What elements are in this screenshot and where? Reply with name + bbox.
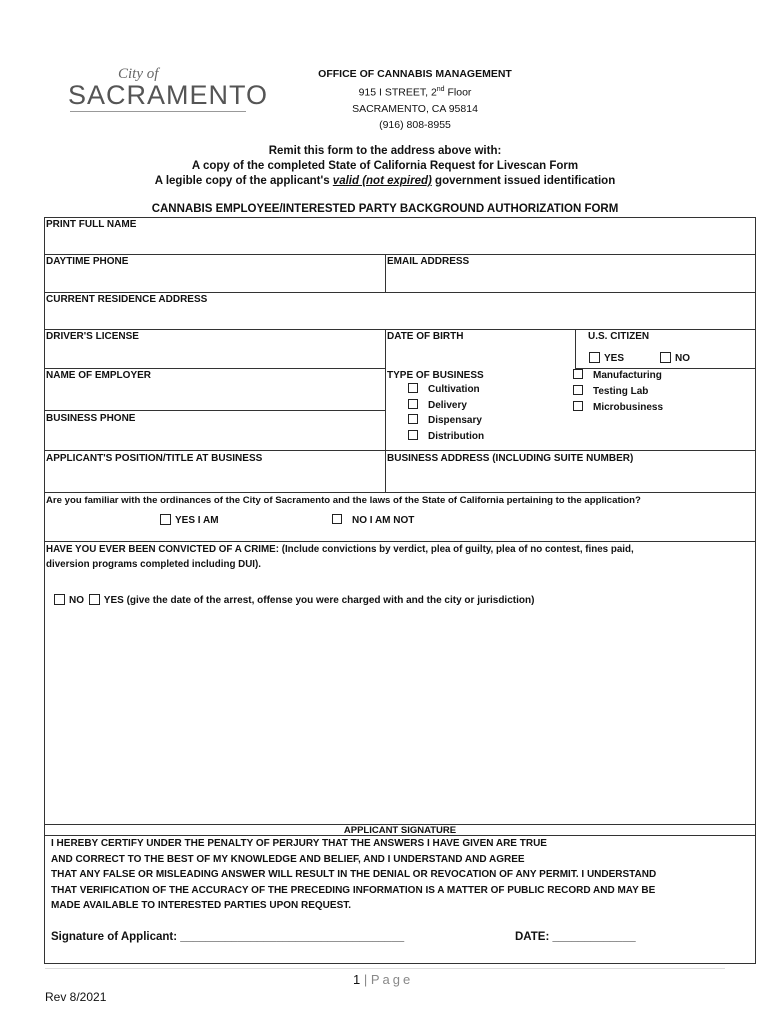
certification-line: THAT VERIFICATION OF THE ACCURACY OF THE PRECEDING INFORMATION IS A MATTER OF PUBLIC RECORD AND MAY BE: [51, 884, 656, 896]
crime-yes-option[interactable]: [89, 595, 535, 606]
logo-city-of: City of: [118, 66, 159, 82]
certification-line: AND CORRECT TO THE BEST OF MY KNOWLEDGE AND BELIEF, AND I UNDERSTAND AND AGREE: [51, 853, 525, 865]
business-type-label: Microbusiness: [593, 402, 664, 413]
form-title: CANNABIS EMPLOYEE/INTERESTED PARTY BACKGROUND AUTHORIZATION FORM: [151, 203, 619, 215]
checkbox[interactable]: [408, 414, 418, 424]
crime-yes-label: YES (give the date of the arrest, offense you were charged with and the city or jurisdiction): [103, 595, 535, 607]
checkbox[interactable]: [54, 594, 65, 605]
office-street: [300, 82, 530, 101]
certification-text: [51, 836, 656, 914]
label-business-phone: BUSINESS PHONE: [46, 413, 136, 424]
logo-underline: [70, 111, 246, 112]
familiar-question: Are you familiar with the ordinances of the City of Sacramento and the laws of the State of California pertaining to the application?: [46, 495, 641, 506]
familiar-yes-label: YES I AM: [175, 515, 219, 527]
row-line-1: [44, 254, 756, 255]
crime-question-line-1: HAVE YOU EVER BEEN CONVICTED OF A CRIME: (Include convictions by verdict, plea of guilty, plea of no contest, fines paid,: [46, 544, 634, 555]
form-bottom-border: [44, 963, 756, 964]
business-type-distribution[interactable]: [408, 431, 484, 442]
crime-question-line-2: diversion programs completed including DUI).: [46, 559, 262, 570]
row-line-7: [44, 492, 756, 493]
col-line-email: [385, 254, 386, 292]
row-line-6: [44, 450, 756, 451]
label-type-of-business: TYPE OF BUSINESS: [387, 370, 484, 381]
business-type-label: Cultivation: [428, 384, 480, 395]
business-type-label: Manufacturing: [593, 370, 662, 381]
certification-line: I HEREBY CERTIFY UNDER THE PENALTY OF PERJURY THAT THE ANSWERS I HAVE GIVEN ARE TRUE: [51, 838, 547, 849]
label-employer: NAME OF EMPLOYER: [46, 370, 152, 381]
citizen-no-option[interactable]: [660, 353, 690, 364]
label-residence: CURRENT RESIDENCE ADDRESS: [46, 294, 208, 305]
remit-line-1: Remit this form to the address above with:: [268, 145, 502, 157]
label-full-name: PRINT FULL NAME: [46, 219, 137, 230]
checkbox[interactable]: [332, 514, 342, 524]
date-field[interactable]: DATE: _____________: [515, 931, 636, 943]
page-number: [353, 972, 413, 987]
business-type-manufacturing[interactable]: [573, 370, 662, 381]
citizen-no-label: NO: [675, 353, 690, 365]
checkbox[interactable]: [589, 352, 600, 363]
row-line-4b: [575, 368, 756, 369]
checkbox[interactable]: [160, 514, 171, 525]
revision-label: Rev 8/2021: [45, 990, 107, 1004]
office-address-block: [300, 66, 530, 133]
signature-field[interactable]: Signature of Applicant: ___________________________________: [51, 931, 405, 943]
business-type-delivery[interactable]: [408, 400, 467, 411]
business-type-microbusiness[interactable]: [573, 402, 663, 413]
checkbox[interactable]: [89, 594, 100, 605]
business-type-dispensary[interactable]: [408, 415, 482, 426]
checkbox[interactable]: [573, 385, 583, 395]
office-name: OFFICE OF CANNABIS MANAGEMENT: [318, 68, 512, 80]
footer-rule: [45, 968, 725, 969]
row-line-2: [44, 292, 756, 293]
office-phone: (916) 808-8955: [379, 118, 451, 131]
label-drivers-license: DRIVER'S LICENSE: [46, 331, 139, 342]
business-type-cultivation[interactable]: [408, 384, 480, 395]
checkbox[interactable]: [660, 352, 671, 363]
label-position: APPLICANT'S POSITION/TITLE AT BUSINESS: [46, 453, 263, 464]
crime-no-label: NO: [69, 595, 84, 607]
business-type-testing-lab[interactable]: [573, 386, 648, 397]
row-line-3: [44, 329, 756, 330]
page-number-value: 1: [353, 972, 361, 987]
citizen-yes-label: YES: [604, 353, 625, 365]
checkbox[interactable]: [573, 369, 583, 379]
certification-line: MADE AVAILABLE TO INTERESTED PARTIES UPON REQUEST.: [51, 900, 352, 911]
remit-instructions: [60, 144, 710, 189]
label-business-address: BUSINESS ADDRESS (INCLUDING SUITE NUMBER): [387, 453, 634, 464]
checkbox[interactable]: [408, 399, 418, 409]
business-type-label: Distribution: [428, 431, 485, 442]
remit-line-3-emphasis: valid (not expired): [332, 175, 432, 187]
label-us-citizen: U.S. CITIZEN: [588, 331, 650, 342]
row-line-top: [44, 217, 756, 218]
crime-no-option[interactable]: [54, 595, 84, 606]
remit-line-3: [60, 174, 710, 189]
label-dob: DATE OF BIRTH: [387, 331, 464, 342]
page-separator: |: [360, 972, 371, 987]
row-line-5: [44, 410, 385, 411]
familiar-no-option[interactable]: [332, 515, 414, 526]
familiar-no-label: NO I AM NOT: [352, 515, 415, 526]
checkbox[interactable]: [408, 430, 418, 440]
col-line-citizen: [575, 329, 576, 368]
col-line-mid: [385, 329, 386, 492]
remit-line-3-pre: A legible copy of the applicant's: [154, 175, 333, 187]
remit-line-3-post: government issued identification: [431, 175, 616, 187]
logo-sacramento: SACRAMENTO: [68, 80, 269, 110]
business-type-label: Dispensary: [428, 415, 482, 426]
certification-line: THAT ANY FALSE OR MISLEADING ANSWER WILL RESULT IN THE DENIAL OR REVOCATION OF ANY PERMIT. I UNDERSTAND: [51, 869, 657, 880]
label-email: EMAIL ADDRESS: [387, 256, 470, 267]
crime-answer-row: [54, 595, 534, 606]
page-word: Page: [370, 972, 414, 987]
office-street-sup: nd: [436, 86, 445, 93]
checkbox[interactable]: [573, 401, 583, 411]
signature-header: APPLICANT SIGNATURE: [343, 825, 457, 836]
business-type-label: Testing Lab: [593, 386, 649, 397]
office-city: SACRAMENTO, CA 95814: [352, 102, 478, 115]
office-street-floor: Floor: [444, 86, 472, 99]
row-line-4: [44, 368, 385, 369]
familiar-yes-option[interactable]: [160, 515, 219, 526]
label-daytime-phone: DAYTIME PHONE: [46, 256, 129, 267]
remit-line-2: A copy of the completed State of California Request for Livescan Form: [191, 160, 579, 172]
row-line-8: [44, 541, 756, 542]
office-street-text: 915 I STREET, 2: [358, 86, 437, 99]
citizen-yes-option[interactable]: [589, 353, 624, 364]
checkbox[interactable]: [408, 383, 418, 393]
business-type-label: Delivery: [428, 400, 467, 411]
